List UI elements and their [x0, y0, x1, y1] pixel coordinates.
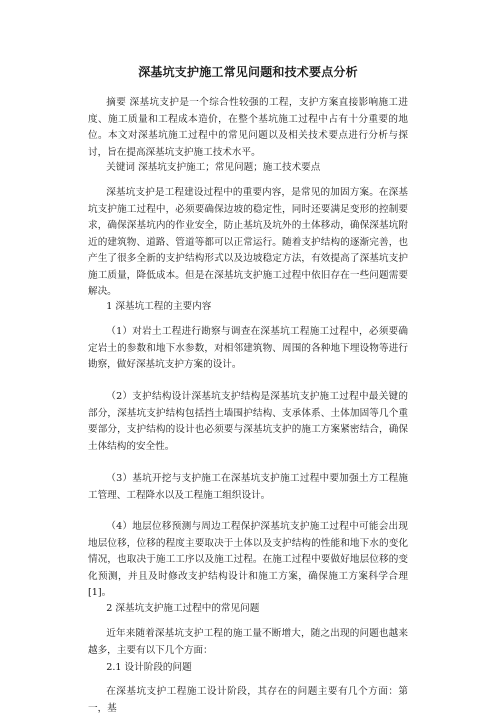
section-2-heading: 2 深基坑支护施工过程中的常见问题: [106, 603, 260, 614]
section-1-paragraph-1: （1）对岩土工程进行勘察与调查在深基坑工程施工过程中，必须要确定岩土的参数和地下水参数，对相邻建筑物、周围的各种地下埋设物等进行勘察，做好深基坑支护方案的设计。: [88, 326, 408, 370]
section-1-heading: 1 深基坑工程的主要内容: [106, 301, 212, 312]
section-2-1-heading: 2.1 设计阶段的问题: [106, 662, 192, 673]
section-2-paragraph-1: 近年来随着深基坑支护工程的施工量不断增大，随之出现的问题也越来越多，主要有以下几个方面：: [88, 628, 408, 656]
section-1-paragraph-4: （4）地层位移预测与周边工程保护深基坑支护施工过程中可能会出现地层位移，位移的程度主要取决于土体以及支护结构的性能和地下水的变化情况，也取决于施工工序以及施工过程。在施工过程中要做好地层位移的变化预测，并且及时修改支护结构设计和施工方案，确保施工方案科学合理[1]。: [88, 521, 408, 598]
abstract-paragraph: 摘要 深基坑支护是一个综合性较强的工程，支护方案直接影响施工进度、施工质量和工程成本造价，在整个基坑施工过程中占有十分重要的地位。本文对深基坑施工过程中的常见问题以及相关技术要点进行分析与探讨，旨在提高深基坑支护施工技术水平。: [88, 97, 408, 158]
page-title: 深基坑支护施工常见问题和技术要点分析: [138, 65, 358, 79]
keywords-paragraph: 关键词 深基坑支护施工；常见问题；施工技术要点: [106, 162, 321, 173]
section-2-1-paragraph-1: 在深基坑支护工程施工设计阶段，其存在的问题主要有几个方面：第一，基: [88, 686, 408, 714]
section-1-paragraph-3: （3）基坑开挖与支护施工在深基坑支护施工过程中要加强土方工程施工管理、工程降水以及工程施工组织设计。: [88, 473, 408, 501]
intro-paragraph: 深基坑支护是工程建设过程中的重要内容，是常见的加固方案。在深基坑支护施工过程中，必须要确保边坡的稳定性，同时还要满足变形的控制要求，确保深基坑内的作业安全，防止基坑及坑外的土体移动，确保深基坑附近的建筑物、道路、管道等都可以正常运行。随着支护结构的逐渐完善，也产生了很多全新的支护结构形式以及边坡稳定方法，有效提高了深基坑支护施工质量，降低成本。但是在深基坑支护施工过程中依旧存在一些问题需要解决。: [88, 187, 408, 297]
section-1-paragraph-2: （2）支护结构设计深基坑支护结构是深基坑支护施工过程中最关键的部分，深基坑支护结构包括挡土墙围护结构、支承体系、土体加固等几个重要部分，支护结构的设计也必须要与深基坑支护的施工方案紧密结合，确保土体结构的安全性。: [88, 391, 408, 452]
